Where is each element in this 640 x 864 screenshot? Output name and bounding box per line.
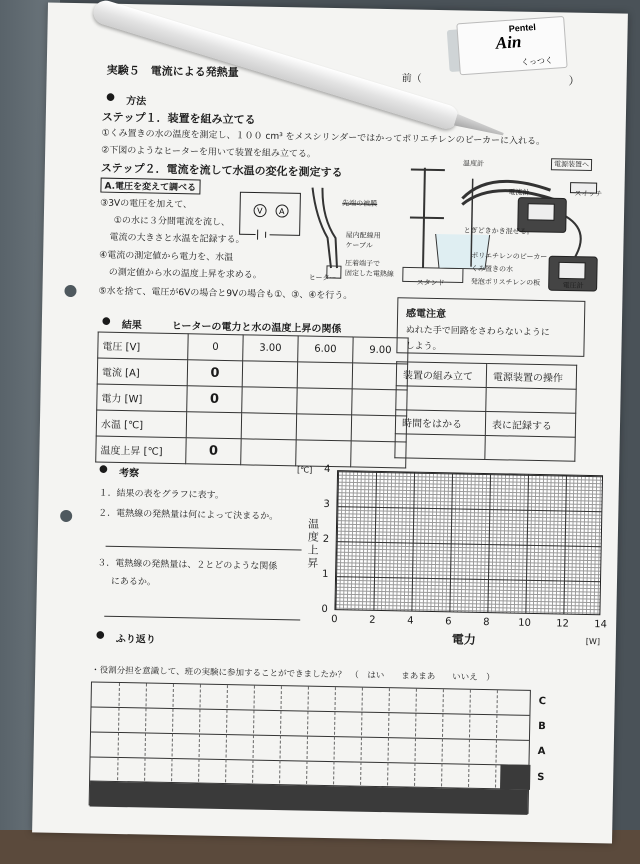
roles-table: [394, 361, 577, 461]
table-row-label: 温度上昇 [℃]: [96, 436, 186, 464]
reflection-grid: [89, 681, 531, 813]
table-cell[interactable]: [296, 414, 351, 441]
graph-x-tick: 2: [369, 614, 376, 626]
table-header-cell: 9.00: [353, 337, 408, 364]
apparatus-label: 電流計: [508, 188, 530, 197]
grid-row-line: [91, 706, 529, 715]
bullet-icon: ●: [95, 629, 105, 641]
graph-x-tick: 4: [407, 615, 414, 627]
apparatus-label: 温度計: [462, 159, 485, 168]
apparatus-label: 電源装置へ: [551, 158, 592, 171]
table-row: [96, 436, 406, 468]
apparatus-label: スタンド: [416, 278, 445, 288]
graph-y-unit: [℃]: [297, 465, 313, 475]
table-header-cell: 0: [188, 334, 243, 361]
step-5: ⑤水を捨て、電圧が6Vの場合と9Vの場合も①、③、④を行う。: [98, 286, 353, 302]
heater-label: 圧着端子で: [344, 259, 381, 268]
answer-line[interactable]: [104, 616, 300, 621]
grid-row-line: [91, 756, 529, 765]
table-cell[interactable]: 0: [187, 360, 242, 387]
warning-text: しよう。: [405, 341, 442, 353]
graph-x-tick: 6: [445, 616, 452, 628]
graph-y-tick: 0: [321, 603, 328, 615]
shaded-row-s: [90, 781, 528, 814]
table-cell[interactable]: [242, 361, 297, 388]
role-cell[interactable]: [396, 386, 486, 412]
graph-y-tick: 2: [322, 533, 330, 546]
role-cell: 装置の組み立て: [396, 362, 486, 388]
punch-hole: [64, 285, 76, 297]
heater-label: 屋内配線用: [345, 231, 381, 240]
table-cell[interactable]: [241, 439, 296, 466]
table-cell[interactable]: [186, 412, 241, 439]
pencil-tip: [454, 114, 505, 140]
table-row: [395, 434, 575, 461]
graph-y-label: 温度上昇: [307, 517, 320, 570]
reflection-heading: ふり返り: [115, 633, 156, 646]
table-cell[interactable]: [297, 362, 352, 389]
apparatus-label: くみ置きの水: [470, 264, 514, 274]
step2-heading: ステップ２．電流を流して水温の変化を測定する: [100, 161, 343, 180]
warning-title: 感電注意: [406, 308, 447, 321]
results-title: ヒーターの電力と水の温度上昇の関係: [171, 320, 342, 336]
svg-text:A: A: [278, 206, 285, 217]
name-close: ）: [568, 74, 580, 88]
heater-label: 固定した電熱線: [344, 269, 394, 279]
shaded-cell: [500, 764, 530, 790]
table-row-label: 電力 [W]: [97, 384, 187, 412]
apparatus-label: 発泡ポリスチレンの板: [470, 277, 541, 288]
heater-label: ヒーター: [308, 273, 337, 283]
graph-y-tick: 3: [323, 498, 330, 511]
results-table: [95, 332, 408, 469]
table-header-cell: 3.00: [243, 335, 298, 362]
table-row-label: 電流 [A]: [97, 358, 187, 386]
heater-label: ケーブル: [345, 241, 373, 250]
table-cell[interactable]: 0: [187, 386, 242, 413]
name-field: 前（: [401, 73, 422, 85]
table-row: [395, 410, 575, 437]
role-cell: 時間をはかる: [395, 410, 485, 436]
results-heading: 結果: [121, 319, 142, 332]
role-cell[interactable]: [486, 387, 576, 413]
worksheet: [32, 3, 628, 844]
step-4b: の測定値から水の温度上昇を求める。: [108, 267, 262, 281]
apparatus-label: 電圧計: [562, 281, 584, 290]
step-3b: ①の水に３分間電流を流し、: [113, 215, 230, 229]
discussion-q3: ３．電熱線の発熱量は、２とどのような関係: [97, 558, 278, 573]
grade-label: S: [537, 772, 545, 784]
apparatus-label: スイッチ: [574, 189, 603, 199]
table-cell[interactable]: 0: [186, 438, 241, 465]
table-header-cell: 6.00: [298, 336, 353, 363]
eraser: [446, 16, 567, 76]
grade-label: A: [537, 746, 546, 758]
method-heading: 方法: [126, 96, 147, 108]
table-cell[interactable]: [297, 388, 352, 415]
bullet-icon: ●: [101, 315, 111, 327]
graph-x-tick: 0: [331, 614, 338, 626]
discussion-heading: 考察: [118, 467, 140, 480]
grade-label: C: [538, 696, 547, 708]
table-cell[interactable]: [241, 413, 296, 440]
graph-x-tick: 14: [594, 619, 608, 631]
step-4: ④電流の測定値から電力を、水温: [99, 250, 234, 264]
graph-x-label: 電力: [451, 632, 477, 647]
worksheet-title: 実験５ 電流による発熱量: [106, 63, 239, 80]
discussion-q3b: にあるか。: [110, 576, 157, 588]
discussion-q1: １．結果の表をグラフに表す。: [98, 488, 224, 501]
step1-item1: ①くみ置きの水の温度を測定し、１００ cm³ をメスシリンダーではかってポリエチレンのビーカーに入れる。: [101, 128, 546, 148]
graph-x-tick: 8: [483, 616, 490, 629]
step1-heading: ステップ１．装置を組み立てる: [101, 110, 256, 127]
answer-line[interactable]: [106, 546, 302, 551]
table-row-label: 水温 [℃]: [96, 410, 186, 438]
graph-y-tick: 1: [321, 568, 329, 580]
apparatus-label: ポリエチレンのビーカー: [471, 251, 548, 262]
grid-row-line: [91, 731, 529, 740]
heater-label: 先端の被膜: [342, 199, 378, 208]
graph-grid[interactable]: [334, 470, 603, 615]
step1-item2: ②下図のようなヒーターを用いて装置を組み立てる。: [101, 145, 316, 160]
table-row: [396, 386, 576, 413]
table-row: [396, 362, 576, 389]
bullet-icon: ●: [98, 463, 108, 475]
graph-y-tick: 4: [324, 463, 331, 476]
reflection-question: ・役割分担を意識して、班の実験に参加することができましたか？ （ はい まあまあ いいえ ）: [91, 665, 495, 684]
svg-text:V: V: [256, 206, 263, 216]
table-cell[interactable]: [242, 387, 297, 414]
step-3: ③3Vの電圧を加えて、: [100, 198, 193, 211]
table-cell[interactable]: [296, 440, 351, 467]
table-header-cell: 電圧 [V]: [98, 332, 188, 360]
step2-subheading: A.電圧を変えて調べる: [100, 178, 200, 195]
graph-x-tick: 12: [556, 618, 570, 630]
apparatus-label: とぎどきかき混ぜる。: [463, 226, 534, 236]
role-cell[interactable]: [395, 434, 485, 460]
discussion-q2: ２．電熱線の発熱量は何によって決まるか。: [98, 508, 279, 523]
graph-x-unit: [W]: [585, 636, 601, 647]
eraser-logo: Ain: [495, 32, 522, 53]
punch-hole: [60, 510, 72, 522]
role-cell: 電源装置の操作: [486, 363, 576, 389]
graph-x-tick: 10: [518, 617, 532, 629]
role-cell[interactable]: [485, 435, 575, 461]
safety-warning-box: [396, 297, 585, 357]
grade-label: B: [538, 721, 546, 733]
role-cell: 表に記録する: [485, 411, 575, 437]
eraser-brand: Pentel: [508, 21, 537, 34]
bullet-icon: ●: [106, 91, 116, 103]
eraser-sub: くっつく: [520, 55, 554, 68]
step-3c: 電流の大きさと水温を記録する。: [109, 232, 245, 246]
warning-text: ぬれた手で回路をさわらないように: [405, 325, 550, 339]
